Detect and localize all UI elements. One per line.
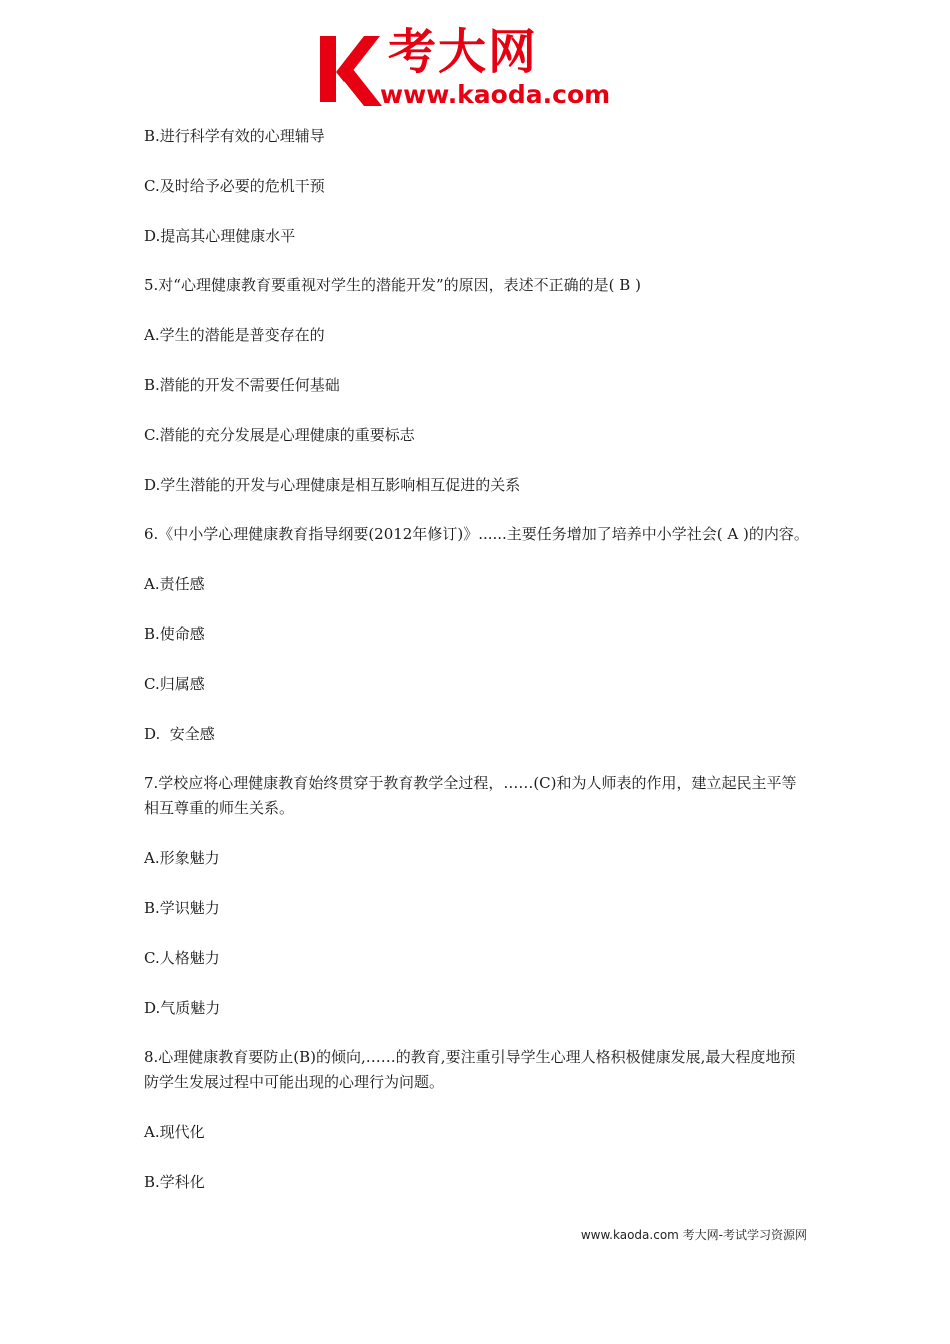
option-line: C.归属感 (144, 674, 205, 693)
option-line: C.人格魅力 (144, 948, 220, 967)
logo-url-text: www.kaoda.com (380, 80, 611, 109)
option-line: D.学生潜能的开发与心理健康是相互影响相互促进的关系 (144, 475, 521, 494)
option-line: B.潜能的开发不需要任何基础 (144, 375, 340, 394)
option-line: B.进行科学有效的心理辅导 (144, 127, 325, 145)
option-line: A.现代化 (144, 1123, 205, 1142)
logo-k-mark-icon (318, 32, 382, 106)
option-line: A.责任感 (144, 575, 205, 594)
option-line: C.及时给予必要的危机干预 (144, 176, 325, 195)
site-logo[interactable] (318, 24, 638, 110)
option-line: A.形象魅力 (144, 849, 220, 868)
option-line: B.使命感 (144, 624, 205, 643)
logo-chinese-name: 考大网 (388, 24, 539, 80)
question-line: 6.《中小学心理健康教育指导纲要(2012年修订)》......主要任务增加了培养中小学社会( A )的内容。 (144, 525, 809, 544)
option-line: B.学识魅力 (144, 898, 220, 917)
option-line: D.提高其心理健康水平 (144, 226, 296, 245)
option-line: C.潜能的充分发展是心理健康的重要标志 (144, 425, 415, 444)
option-line: B.学科化 (144, 1172, 205, 1191)
document-body (144, 124, 810, 1220)
option-line: D. 安全感 (144, 724, 215, 743)
option-line: A.学生的潜能是普变存在的 (144, 326, 325, 345)
question-line: 5.对“心理健康教育要重视对学生的潜能开发”的原因，表述不正确的是( B ) (144, 276, 641, 295)
option-line: D.气质魅力 (144, 998, 221, 1017)
question-line: 8.心理健康教育要防止(B)的倾向,……的教育,要注重引导学生心理人格积极健康发展,最大程度地预防学生发展过程中可能出现的心理行为问题。 (144, 1048, 796, 1092)
question-line: 7.学校应将心理健康教育始终贯穿于教育教学全过程，……(C)和为人师表的作用，建立起民主平等相互尊重的师生关系。 (144, 774, 797, 818)
footer-site-text: www.kaoda.com 考大网-考试学习资源网 (580, 1228, 807, 1242)
